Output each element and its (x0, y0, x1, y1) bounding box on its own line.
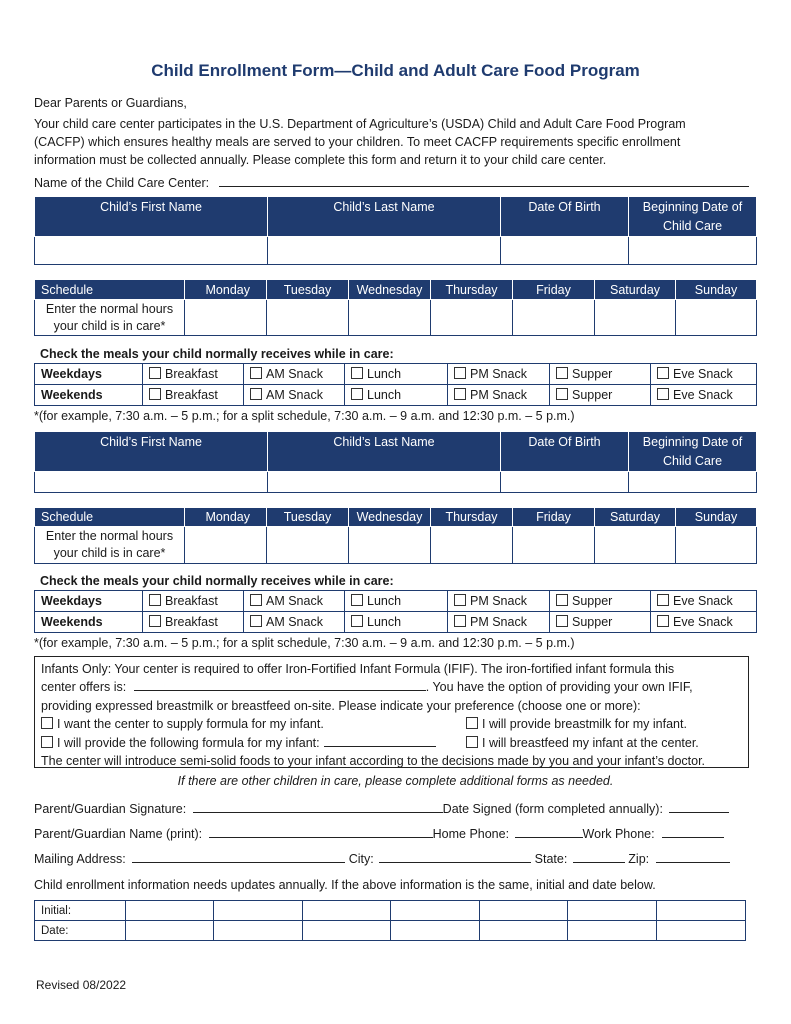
weekends-am-snack-option[interactable] (244, 385, 345, 406)
option-label: Supper (572, 615, 613, 629)
header-beginning-date: Beginning Date of Child Care (629, 432, 757, 472)
weekdays-eve-snack-option[interactable] (651, 364, 757, 385)
signature-row (34, 800, 749, 816)
option-label: Supper (572, 367, 613, 381)
weekends-supper-option[interactable] (550, 385, 651, 406)
date-cell[interactable] (657, 921, 746, 941)
first-name-cell[interactable] (35, 472, 268, 493)
checkbox[interactable] (454, 594, 466, 606)
example-note-2: *(for example, 7:30 a.m. – 5 p.m.; for a split schedule, 7:30 a.m. – 9 a.m. and 12:30 p.m. – 5 p.m.) (34, 636, 575, 650)
schedule-row-label: Enter the normal hours your child is in care* (35, 527, 185, 564)
day-saturday: Saturday (595, 280, 676, 300)
date-cell[interactable] (391, 921, 480, 941)
header-date-of-birth: Date Of Birth (501, 432, 629, 472)
hours-sunday[interactable] (676, 300, 757, 336)
option-label: Lunch (367, 388, 402, 402)
initial-cell[interactable] (126, 901, 214, 921)
checkbox[interactable] (149, 388, 161, 400)
option-label: I will breastfeed my infant at the center. (482, 735, 699, 750)
intro-line-3: information must be collected annually. Please complete this form and return it to your child care center. (34, 153, 607, 167)
checkbox[interactable] (250, 615, 262, 627)
hours-wednesday[interactable] (349, 527, 431, 564)
form-title: Child Enrollment Form—Child and Adult Care Food Program (151, 61, 640, 80)
weekends-breakfast-option[interactable] (143, 612, 244, 633)
schedule-header: Schedule (35, 280, 185, 300)
weekdays-lunch-option[interactable] (345, 591, 448, 612)
guardian-name-field[interactable] (209, 825, 433, 838)
child-info-table-1 (34, 196, 757, 265)
city-field[interactable] (379, 850, 531, 863)
checkbox[interactable] (466, 736, 478, 748)
meal-row-weekends: Weekends (35, 385, 143, 406)
initial-cell[interactable] (214, 901, 303, 921)
date-of-birth-cell[interactable] (501, 237, 629, 265)
header-date-of-birth: Date Of Birth (501, 197, 629, 237)
breastfeed-option[interactable] (466, 734, 699, 752)
zip-label: Zip: (628, 852, 650, 866)
schedule-header: Schedule (35, 508, 185, 527)
day-thursday: Thursday (431, 280, 513, 300)
initial-cell[interactable] (391, 901, 480, 921)
hours-thursday[interactable] (431, 300, 513, 336)
signature-field[interactable] (193, 800, 443, 813)
header-beginning-date: Beginning Date of Child Care (629, 197, 757, 237)
option-label: AM Snack (266, 367, 323, 381)
infant-line-3: providing expressed breastmilk or breastfeed on-site. Please indicate your preference (choose one or more): (41, 698, 641, 713)
day-tuesday: Tuesday (267, 508, 349, 527)
option-label: AM Snack (266, 388, 323, 402)
meal-row-weekends: Weekends (35, 612, 143, 633)
option-label: Eve Snack (673, 594, 733, 608)
meals-heading-1: Check the meals your child normally receives while in care: (40, 347, 394, 361)
weekdays-supper-option[interactable] (550, 364, 651, 385)
formula-offered-field[interactable] (134, 678, 426, 691)
date-of-birth-cell[interactable] (501, 472, 629, 493)
infant-line-1: Infants Only: Your center is required to offer Iron-Fortified Infant Formula (IFIF). The iron-fortified infant formula this (41, 662, 675, 676)
infant-line-2 (41, 678, 742, 696)
guardian-name-label: Parent/Guardian Name (print): (34, 827, 203, 841)
example-note-1: *(for example, 7:30 a.m. – 5 p.m.; for a split schedule, 7:30 a.m. – 9 a.m. and 12:30 p.m. – 5 p.m.) (34, 409, 575, 423)
weekends-pm-snack-option[interactable] (448, 385, 550, 406)
option-label: I will provide the following formula for my infant: (57, 735, 320, 750)
home-phone-label: Home Phone: (432, 827, 510, 841)
checkbox[interactable] (351, 594, 363, 606)
state-label: State: (534, 852, 568, 866)
option-label: Lunch (367, 367, 402, 381)
hours-tuesday[interactable] (267, 300, 349, 336)
last-name-cell[interactable] (268, 472, 501, 493)
weekends-supper-option[interactable] (550, 612, 651, 633)
beginning-date-cell[interactable] (629, 472, 757, 493)
option-label: Eve Snack (673, 615, 733, 629)
checkbox[interactable] (556, 388, 568, 400)
weekends-lunch-option[interactable] (345, 612, 448, 633)
checkbox[interactable] (556, 615, 568, 627)
weekdays-breakfast-option[interactable] (143, 364, 244, 385)
hours-friday[interactable] (513, 300, 595, 336)
date-cell[interactable] (126, 921, 214, 941)
weekends-am-snack-option[interactable] (244, 612, 345, 633)
header-first-name: Child’s First Name (35, 197, 268, 237)
date-cell[interactable] (568, 921, 657, 941)
center-name-row (34, 174, 754, 192)
option-label: Lunch (367, 615, 402, 629)
provided-formula-field[interactable] (324, 734, 436, 747)
name-phone-row (34, 825, 749, 841)
update-note: Child enrollment information needs updates annually. If the above information is the same, initial and date below. (34, 878, 656, 892)
signature-label: Parent/Guardian Signature: (34, 802, 187, 816)
option-label: Breakfast (165, 388, 218, 402)
schedule-table-1 (34, 279, 757, 336)
weekdays-pm-snack-option[interactable] (448, 591, 550, 612)
hours-sunday[interactable] (676, 527, 757, 564)
option-label: Breakfast (165, 367, 218, 381)
checkbox[interactable] (351, 367, 363, 379)
weekdays-pm-snack-option[interactable] (448, 364, 550, 385)
schedule-table-2 (34, 507, 757, 564)
day-tuesday: Tuesday (267, 280, 349, 300)
intro-line-2: (CACFP) which ensures healthy meals are served to your children. To meet CACFP requirements specific enrollment (34, 135, 681, 149)
intro-line-1: Your child care center participates in the U.S. Department of Agriculture’s (USDA) Child and Adult Care Food Program (34, 117, 686, 131)
greeting: Dear Parents or Guardians, (34, 96, 187, 110)
weekdays-lunch-option[interactable] (345, 364, 448, 385)
day-friday: Friday (513, 508, 595, 527)
option-label: PM Snack (470, 615, 527, 629)
day-saturday: Saturday (595, 508, 676, 527)
checkbox[interactable] (250, 594, 262, 606)
checkbox[interactable] (351, 615, 363, 627)
initial-cell[interactable] (480, 901, 568, 921)
header-first-name: Child’s First Name (35, 432, 268, 472)
revised-date: Revised 08/2022 (36, 978, 127, 992)
hours-tuesday[interactable] (267, 527, 349, 564)
option-label: AM Snack (266, 615, 323, 629)
beginning-date-cell[interactable] (629, 237, 757, 265)
weekdays-breakfast-option[interactable] (143, 591, 244, 612)
state-field[interactable] (573, 850, 625, 863)
option-label: Supper (572, 594, 613, 608)
zip-field[interactable] (656, 850, 730, 863)
center-formula-option[interactable] (41, 715, 324, 733)
option-label: PM Snack (470, 388, 527, 402)
meals-table-2 (34, 590, 757, 633)
option-label: Lunch (367, 594, 402, 608)
weekends-lunch-option[interactable] (345, 385, 448, 406)
checkbox[interactable] (41, 736, 53, 748)
home-phone-field[interactable] (515, 825, 583, 838)
date-cell[interactable] (214, 921, 303, 941)
day-friday: Friday (513, 280, 595, 300)
infant-line-6: The center will introduce semi-solid foods to your infant according to the decisions made by you and your infant’s doctor. (41, 754, 706, 768)
option-label: I want the center to supply formula for my infant. (57, 717, 324, 732)
weekends-eve-snack-option[interactable] (651, 612, 757, 633)
work-phone-field[interactable] (662, 825, 724, 838)
child-info-table-2 (34, 431, 757, 493)
checkbox[interactable] (250, 388, 262, 400)
infant-section (34, 656, 749, 768)
date-signed-field[interactable] (669, 800, 729, 813)
checkbox[interactable] (556, 594, 568, 606)
last-name-cell[interactable] (268, 237, 501, 265)
option-label: PM Snack (470, 594, 527, 608)
address-row (34, 850, 749, 866)
hours-monday[interactable] (185, 527, 267, 564)
option-label: Supper (572, 388, 613, 402)
header-last-name: Child’s Last Name (268, 432, 501, 472)
date-label: Date: (35, 921, 126, 941)
mailing-address-field[interactable] (132, 850, 345, 863)
checkbox[interactable] (657, 367, 669, 379)
date-cell[interactable] (480, 921, 568, 941)
meal-row-weekdays: Weekdays (35, 364, 143, 385)
initial-cell[interactable] (568, 901, 657, 921)
option-label: I will provide breastmilk for my infant. (482, 717, 687, 732)
center-name-label: Name of the Child Care Center: (34, 176, 210, 190)
checkbox[interactable] (466, 717, 478, 729)
additional-forms-note: If there are other children in care, please complete additional forms as needed. (177, 774, 614, 788)
header-last-name: Child’s Last Name (268, 197, 501, 237)
hours-monday[interactable] (185, 300, 267, 336)
hours-saturday[interactable] (595, 300, 676, 336)
schedule-row-label: Enter the normal hours your child is in care* (35, 300, 185, 336)
initial-cell[interactable] (657, 901, 746, 921)
hours-friday[interactable] (513, 527, 595, 564)
infant-line-2-end: . You have the option of providing your own IFIF, (425, 680, 693, 695)
initial-label: Initial: (35, 901, 126, 921)
weekends-breakfast-option[interactable] (143, 385, 244, 406)
checkbox[interactable] (351, 388, 363, 400)
provide-formula-option[interactable] (41, 734, 436, 752)
weekdays-eve-snack-option[interactable] (651, 591, 757, 612)
checkbox[interactable] (149, 594, 161, 606)
day-sunday: Sunday (676, 280, 757, 300)
checkbox[interactable] (454, 367, 466, 379)
checkbox[interactable] (556, 367, 568, 379)
option-label: Eve Snack (673, 388, 733, 402)
day-sunday: Sunday (676, 508, 757, 527)
provide-breastmilk-option[interactable] (466, 715, 687, 733)
option-label: Eve Snack (673, 367, 733, 381)
hours-saturday[interactable] (595, 527, 676, 564)
hours-thursday[interactable] (431, 527, 513, 564)
hours-wednesday[interactable] (349, 300, 431, 336)
meal-row-weekdays: Weekdays (35, 591, 143, 612)
option-label: Breakfast (165, 615, 218, 629)
day-wednesday: Wednesday (349, 280, 431, 300)
checkbox[interactable] (454, 615, 466, 627)
checkbox[interactable] (657, 388, 669, 400)
day-thursday: Thursday (431, 508, 513, 527)
option-label: PM Snack (470, 367, 527, 381)
initial-cell[interactable] (303, 901, 391, 921)
option-label: Breakfast (165, 594, 218, 608)
checkbox[interactable] (454, 388, 466, 400)
checkbox[interactable] (41, 717, 53, 729)
checkbox[interactable] (250, 367, 262, 379)
mailing-address-label: Mailing Address: (34, 852, 126, 866)
meals-heading-2: Check the meals your child normally receives while in care: (40, 574, 394, 588)
weekdays-am-snack-option[interactable] (244, 591, 345, 612)
weekdays-supper-option[interactable] (550, 591, 651, 612)
first-name-cell[interactable] (35, 237, 268, 265)
city-label: City: (348, 852, 374, 866)
day-monday: Monday (185, 280, 267, 300)
meals-table-1 (34, 363, 757, 406)
checkbox[interactable] (149, 615, 161, 627)
infant-options-row-1 (41, 715, 742, 733)
date-signed-label: Date Signed (form completed annually): (442, 802, 663, 816)
weekends-eve-snack-option[interactable] (651, 385, 757, 406)
annual-update-table (34, 900, 746, 941)
day-monday: Monday (185, 508, 267, 527)
formula-offered-label: center offers is: (41, 680, 127, 695)
center-name-field[interactable] (219, 174, 749, 187)
checkbox[interactable] (657, 594, 669, 606)
infant-options-row-2 (41, 734, 742, 752)
weekdays-am-snack-option[interactable] (244, 364, 345, 385)
option-label: AM Snack (266, 594, 323, 608)
work-phone-label: Work Phone: (582, 827, 655, 841)
day-wednesday: Wednesday (349, 508, 431, 527)
date-cell[interactable] (303, 921, 391, 941)
checkbox[interactable] (657, 615, 669, 627)
weekends-pm-snack-option[interactable] (448, 612, 550, 633)
checkbox[interactable] (149, 367, 161, 379)
